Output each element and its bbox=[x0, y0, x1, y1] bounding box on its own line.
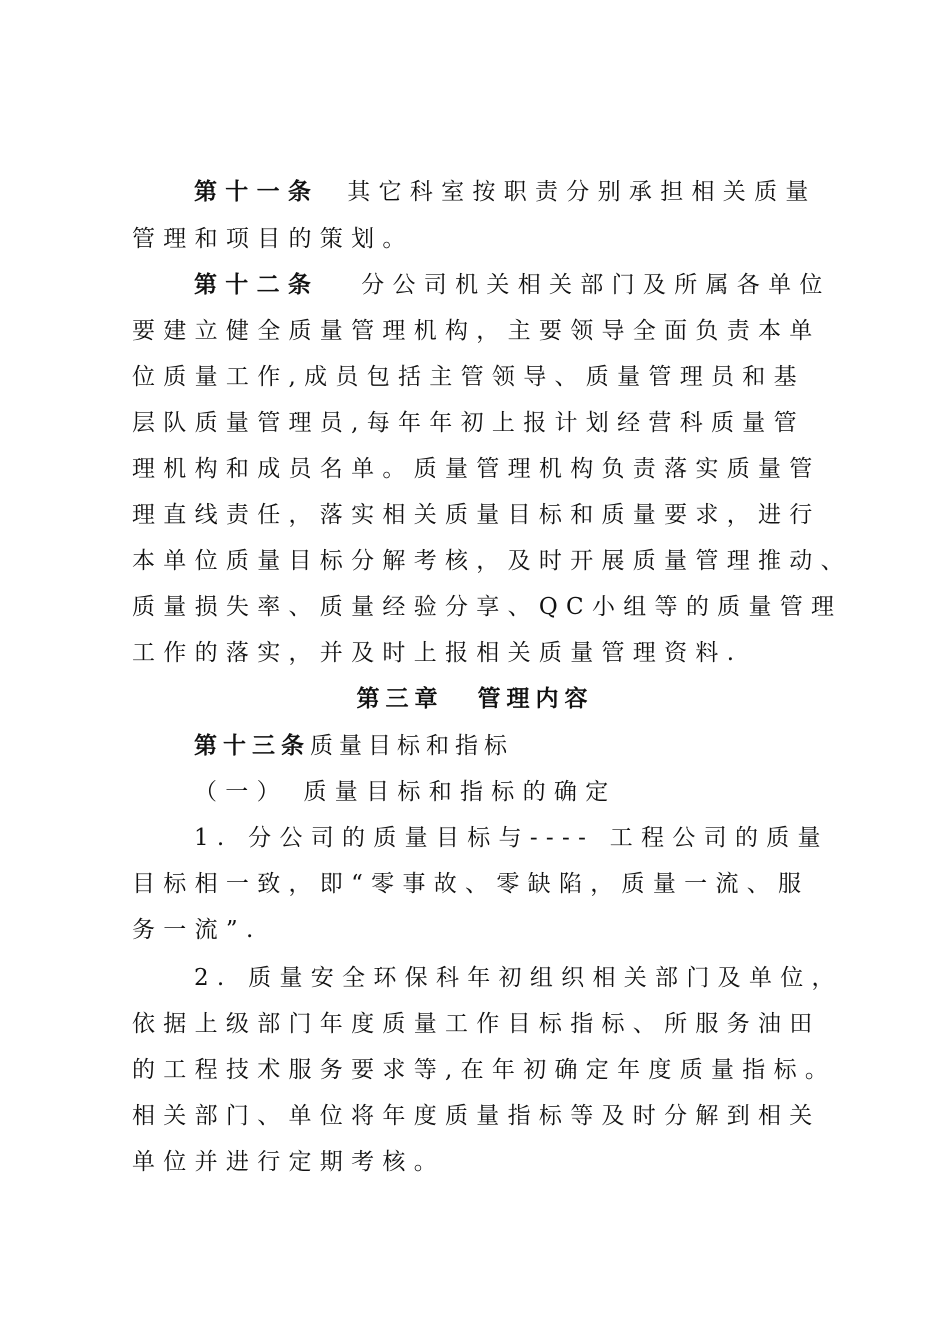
section-1-heading: （一） 质量目标和指标的确定 bbox=[194, 779, 617, 805]
article-12-label: 第十二条 bbox=[194, 271, 320, 298]
item-1-line-2: 目标相一致，即“零事故、零缺陷，质量一流、服 bbox=[132, 871, 810, 897]
item-2-line-5: 单位并进行定期考核。 bbox=[132, 1149, 445, 1175]
article-12-line-8: 质量损失率、质量经验分享、QC小组等的质量管理 bbox=[132, 594, 843, 620]
article-13-label: 第十三条 bbox=[194, 732, 310, 759]
article-13-title: 质量目标和指标 bbox=[310, 733, 513, 759]
item-2-line-3: 的工程技术服务要求等,在年初确定年度质量指标。 bbox=[132, 1057, 837, 1083]
chapter-number: 第三章 bbox=[356, 685, 444, 712]
chapter-heading bbox=[0, 684, 950, 714]
article-12-line-1 bbox=[194, 270, 831, 300]
item-2-line-1: 2. 质量安全环保科年初组织相关部门及单位， bbox=[194, 965, 843, 991]
article-12-line-3: 位质量工作,成员包括主管领导、质量管理员和基 bbox=[132, 364, 805, 390]
article-12-line-5: 理机构和成员名单。质量管理机构负责落实质量管 bbox=[132, 456, 821, 482]
article-11-line-1 bbox=[194, 177, 817, 207]
article-12-line-6: 理直线责任，落实相关质量目标和质量要求，进行 bbox=[132, 502, 821, 528]
article-13-line bbox=[194, 731, 513, 761]
article-11-line-2: 管理和项目的策划。 bbox=[132, 226, 414, 252]
item-2-line-4: 相关部门、单位将年度质量指标等及时分解到相关 bbox=[132, 1103, 821, 1129]
article-12-line-4: 层队质量管理员,每年年初上报计划经营科质量管 bbox=[132, 410, 805, 436]
article-12-text: 分公司机关相关部门及所属各单位 bbox=[361, 272, 831, 298]
item-2-line-2: 依据上级部门年度质量工作目标指标、所服务油田 bbox=[132, 1011, 821, 1037]
article-11-text: 其它科室按职责分别承担相关质量 bbox=[347, 179, 817, 205]
item-1-line-3: 务一流”. bbox=[132, 917, 262, 943]
article-11-label: 第十一条 bbox=[194, 178, 320, 205]
item-1-line-1: 1. 分公司的质量目标与---- 工程公司的质量 bbox=[194, 825, 829, 851]
article-12-line-7: 本单位质量目标分解考核，及时开展质量管理推动、 bbox=[132, 548, 852, 574]
article-12-line-9: 工作的落实，并及时上报相关质量管理资料. bbox=[132, 640, 743, 666]
article-12-line-2: 要建立健全质量管理机构，主要领导全面负责本单 bbox=[132, 318, 821, 344]
chapter-title: 管理内容 bbox=[477, 685, 594, 712]
